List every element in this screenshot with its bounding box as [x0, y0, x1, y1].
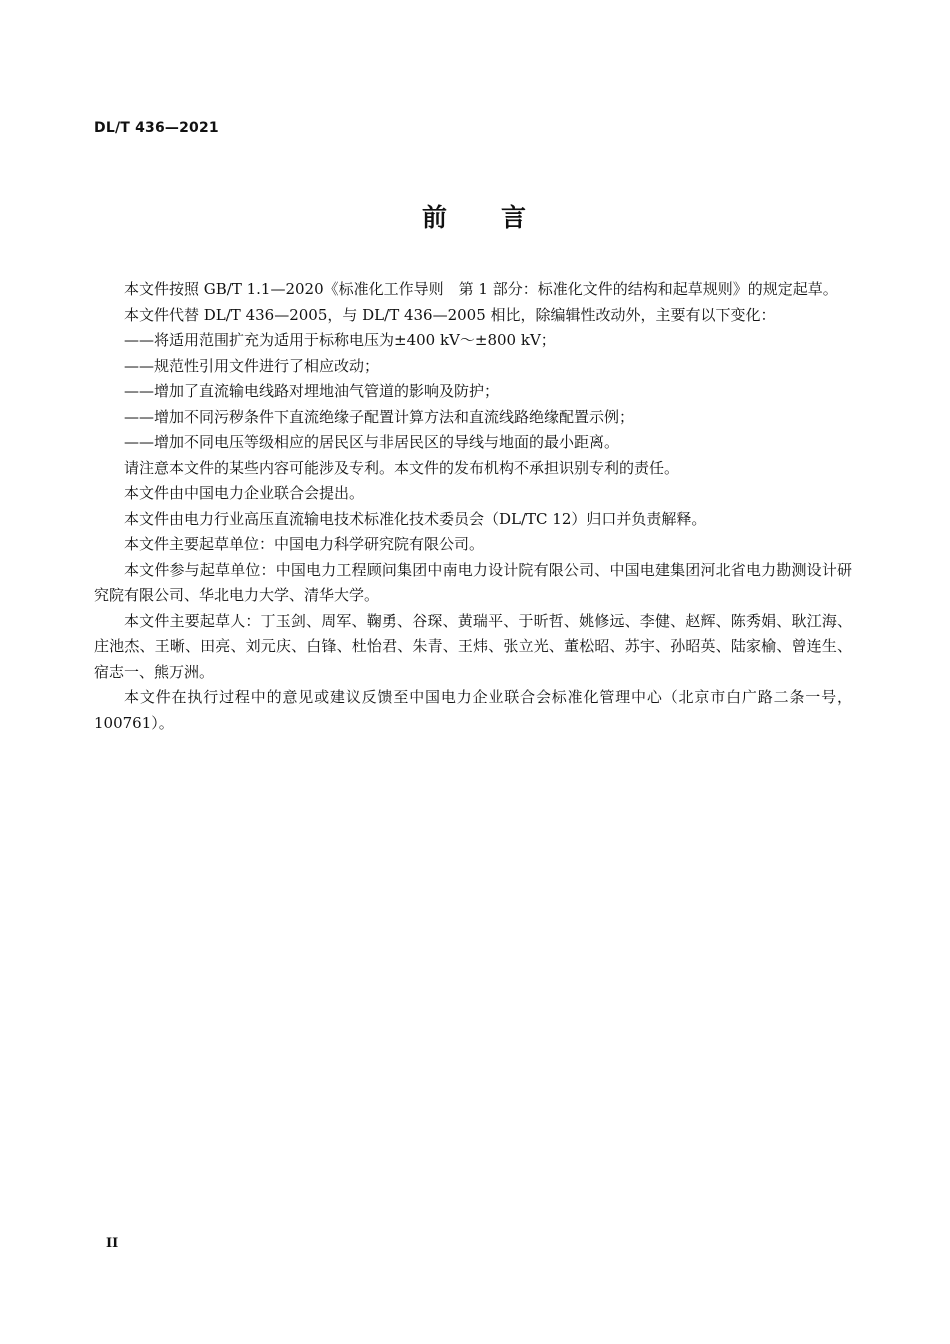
page-number: II — [106, 1236, 119, 1251]
change-item: ——增加不同污秽条件下直流绝缘子配置计算方法和直流线路绝缘配置示例； — [124, 407, 635, 426]
change-item: ——增加不同电压等级相应的居民区与非居民区的导线与地面的最小距离。 — [124, 433, 620, 451]
foreword-body — [94, 277, 852, 736]
title-part-2: 言 — [501, 203, 529, 232]
page-title — [0, 198, 950, 234]
paragraph-drafting-rules: 本文件按照 GB/T 1.1—2020《标准化工作导则 第 1 部分：标准化文件的结构和起草规则》的规定起草。 — [124, 280, 838, 298]
paragraph-patent-notice: 请注意本文件的某些内容可能涉及专利。本文件的发布机构不承担识别专利的责任。 — [124, 458, 680, 477]
paragraph-participating-units: 本文件参与起草单位：中国电力工程顾问集团中南电力设计院有限公司、中国电建集团河北省电力勘测设计研究院有限公司、华北电力大学、清华大学。 — [94, 560, 852, 604]
paragraph-proposed-by: 本文件由中国电力企业联合会提出。 — [124, 484, 365, 502]
paragraph-responsible-committee: 本文件由电力行业高压直流输电技术标准化技术委员会（DL/TC 12）归口并负责解释。 — [124, 509, 707, 528]
paragraph-main-drafting-unit: 本文件主要起草单位：中国电力科学研究院有限公司。 — [124, 535, 485, 553]
paragraph-feedback: 本文件在执行过程中的意见或建议反馈至中国电力企业联合会标准化管理中心（北京市白广路二条一号，100761）。 — [94, 688, 852, 732]
standard-code: DL/T 436—2021 — [94, 120, 219, 136]
paragraph-main-drafters: 本文件主要起草人：丁玉剑、周军、鞠勇、谷琛、黄瑞平、于昕哲、姚修远、李健、赵辉、陈秀娟、耿江海、庄池杰、王晰、田亮、刘元庆、白锋、杜怡君、朱青、王炜、张立光、董松昭、苏宇、孙昭英、陆家榆、曾连生、宿志一、熊万洲。 — [94, 611, 852, 681]
change-item: ——增加了直流输电线路对埋地油气管道的影响及防护； — [124, 382, 500, 400]
change-item: ——规范性引用文件进行了相应改动； — [124, 356, 380, 375]
title-part-1: 前 — [421, 203, 449, 232]
paragraph-replaces: 本文件代替 DL/T 436—2005，与 DL/T 436—2005 相比，除编辑性改动外，主要有以下变化： — [124, 305, 776, 324]
change-item: ——将适用范围扩充为适用于标称电压为±400 kV～±800 kV； — [124, 331, 556, 349]
